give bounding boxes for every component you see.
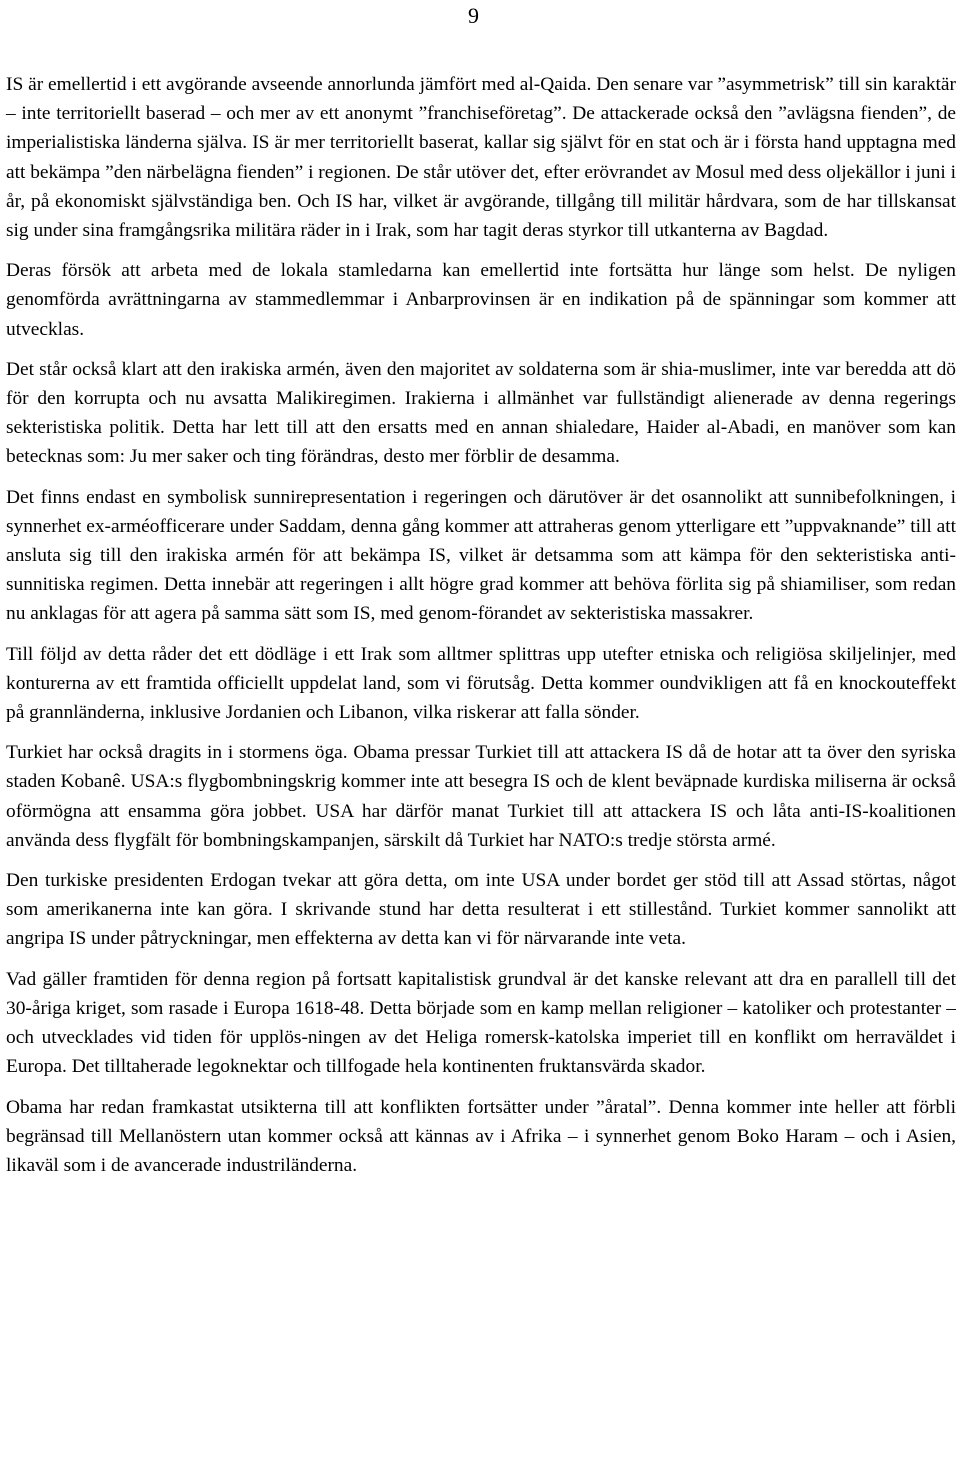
paragraph: Turkiet har också dragits in i stormens öga. Obama pressar Turkiet till att attackera IS då de hotar att ta över den syriska staden Kobanê. USA:s flygbombningskrig kommer inte att besegra IS och de klent beväpnade kurdiska miliserna är också oförmögna att ensamma göra jobbet. USA har därför manat Turkiet till att attackera IS och låta anti-IS-koalitionen använda dess flygfält för bombningskampanjen, särskilt då Turkiet har NATO:s tredje största armé. <box>6 742 956 851</box>
document-body <box>6 70 956 1180</box>
paragraph: Deras försök att arbeta med de lokala stamledarna kan emellertid inte fortsätta hur länge som helst. De nyligen genomförda avrättningarna av stammedlemmar i Anbarprovinsen är en indikation på de spänningar som kommer att utvecklas. <box>6 260 956 340</box>
paragraph: Det finns endast en symbolisk sunnirepresentation i regeringen och därutöver är det osannolikt att sunnibefolkningen, i synnerhet ex-arméofficerare under Saddam, denna gång kommer att attraheras genom ytterligare ett ”uppvaknande” till att ansluta sig till den irakiska armén för att bekämpa IS, vilket är detsamma som att kämpa för den sekteristiska anti-sunnitiska regimen. Detta innebär att regeringen i allt högre grad kommer att behöva förlita sig på shiamiliser, som redan nu anklagas för att agera på samma sätt som IS, med genom-förandet av sekteristiska massakrer. <box>6 486 956 625</box>
paragraph: Till följd av detta råder det ett dödläge i ett Irak som alltmer splittras upp utefter etniska och religiösa skiljelinjer, med konturerna av ett framtida officiellt uppdelat land, som vi förutsåg. Detta kommer oundvikligen att få en knockouteffekt på grannländerna, inklusive Jordanien och Libanon, vilka riskerar att falla sönder. <box>6 643 956 724</box>
paragraph: Vad gäller framtiden för denna region på fortsatt kapitalistisk grundval är det kanske relevant att dra en parallell till det 30-åriga kriget, som rasade i Europa 1618-48. Detta började som en kamp mellan religioner – katoliker och protestanter – och utvecklades vid tiden för upplös-ningen av det Heliga romersk-katolska imperiet till en konflikt om herraväldet i Europa. Det tilltaherade legoknektar och tillfogade hela kontinenten fruktansvärda skador. <box>6 968 956 1078</box>
paragraph: Den turkiske presidenten Erdogan tvekar att göra detta, om inte USA under bordet ger stöd till att Assad störtas, något som amerikanerna inte kan göra. I skrivande stund har detta resulterat i ett stillestånd. Turkiet kommer sannolikt att angripa IS under påtryckningar, men effekterna av detta kan vi för närvarande inte veta. <box>6 870 956 950</box>
page-number: 9 <box>468 3 479 28</box>
paragraph: Det står också klart att den irakiska armén, även den majoritet av soldaterna som är shia-muslimer, inte var beredda att dö för den korrupta och nu avsatta Malikiregimen. Irakierna i allmänhet var fullständigt alienerade av denna regerings sekteristiska politik. Detta har lett till att den ersatts med en annan shialedare, Haider al-Abadi, en manöver som kan betecknas som: Ju mer saker och ting förändras, desto mer förblir de desamma. <box>6 358 956 468</box>
paragraph: IS är emellertid i ett avgörande avseende annorlunda jämfört med al-Qaida. Den senare var ”asymmetrisk” till sin karaktär – inte territoriellt baserad – och mer av ett anonymt ”franchiseföretag”. De attackerade också den ”avlägsna fienden”, de imperialistiska länderna själva. IS är mer territoriellt baserat, kallar sig självt för en stat och är i första hand upptagna med att bekämpa ”den närbelägna fienden” i regionen. De står utöver det, efter erövrandet av Mosul med dess oljekällor i juni i år, på ekonomiskt självständiga ben. Och IS har, vilket är avgörande, tillgång till militär hårdvara, som de har tillskansat sig under sina framgångsrika militära räder in i Irak, som har tagit deras styrkor till utkanterna av Bagdad. <box>6 74 956 242</box>
paragraph: Obama har redan framkastat utsikterna till att konflikten fortsätter under ”åratal”. Denna kommer inte heller att förbli begränsad till Mellanöstern utan kommer också att kännas av i Afrika – i synnerhet genom Boko Haram – och i Asien, likaväl som i de avancerade industriländerna. <box>6 1096 956 1176</box>
